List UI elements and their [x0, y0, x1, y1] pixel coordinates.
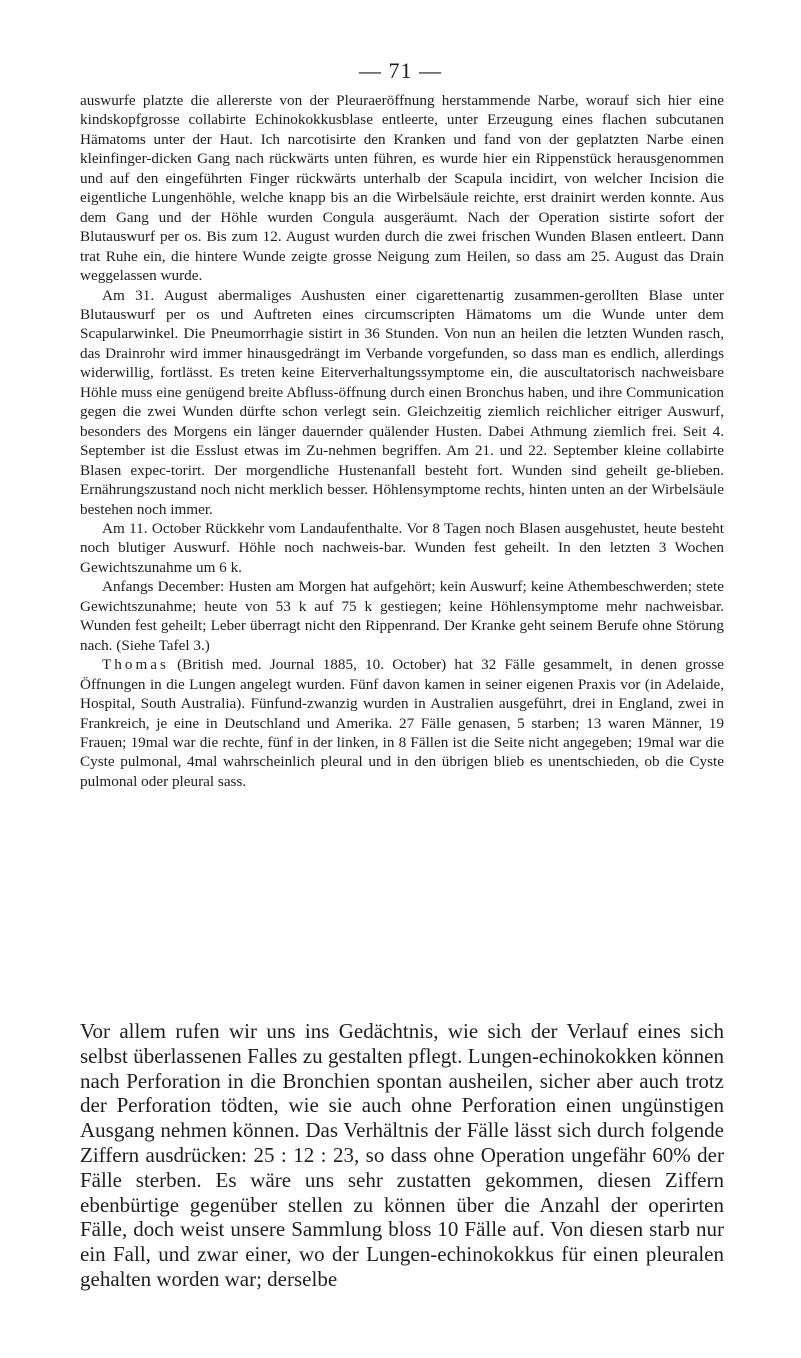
paragraph: Am 31. August abermaliges Aushusten einer cigarettenartig zusammen-gerollten Blase unter Blutauswurf per os und Auftreten eines circumscripten Hämatoms um die Wunde unter dem Scapularwinkel. Die Pneumorrhagie sistirt in 36 Stunden. Von nun an heilen die letzten Wunden rasch, das Drainrohr wird immer hinausgedrängt im Verbande vorgefunden, so dass man es endlich, allerdings widerwillig, fortlässt. Es treten keine Eiterverhaltungssymptome ein, die auscultatorisch nachweisbare Höhle muss eine genügend breite Abfluss-öffnung durch einen Bronchus haben, und ihre Communication gegen die zwei Wunden dürfte schon verlegt sein. Gleichzeitig ziemlich reichlicher eitriger Auswurf, besonders des Morgens ein länger dauernder quälender Husten. Dabei Athmung ziemlich frei. Seit 4. September ist die Esslust etwas im Zu-nehmen begriffen. Am 21. und 22. September kleine collabirte Blasen expec-torirt. Der morgendliche Hustenanfall besteht fort. Wunden sind geheilt ge-blieben. Ernährungszustand noch nicht merklich besser. Höhlensymptome rechts, hinten unten an der Wirbelsäule bestehen noch immer. [80, 286, 724, 518]
paragraph: Am 11. October Rückkehr vom Landaufenthalte. Vor 8 Tagen noch Blasen ausgehustet, heute besteht noch blutiger Auswurf. Höhle noch nachweis-bar. Wunden fest geheilt. In den letzten 3 Wochen Gewichtszunahme um 6 k. [80, 519, 724, 576]
paragraph: Vor allem rufen wir uns ins Gedächtnis, wie sich der Verlauf eines sich selbst überlassenen Falles zu gestalten pflegt. Lungen-echinokokken können nach Perforation in die Bronchien spontan ausheilen, sicher aber auch trotz der Perforation tödten, wie sie auch ohne Perforation einen ungünstigen Ausgang nehmen können. Das Verhältnis der Fälle lässt sich durch folgende Ziffern ausdrücken: 25 : 12 : 23, so dass ohne Operation ungefähr 60% der Fälle sterben. Es wäre uns sehr zustatten gekommen, diesen Ziffern ebenbürtige gegenüber stellen zu können über die Anzahl der operirten Fälle, doch weist unsere Sammlung bloss 10 Fälle auf. Von diesen starb nur ein Fall, und zwar einer, wo der Lungen-echinokokkus für einen pleuralen gehalten worden war; derselbe [80, 1019, 724, 1291]
author-name: Thomas [102, 656, 169, 674]
paragraph-text: (British med. Journal 1885, 10. October) hat 32 Fälle gesammelt, in denen grosse Öffnungen in die Lungen angelegt wurden. Fünf davon kamen in seiner eigenen Praxis vor (in Adelaide, Hospital, South Australia). Fünfund-zwanzig wurden in Australien ausgeführt, drei in England, zwei in Frankreich, je eine in Deutschland und Amerika. 27 Fälle genasen, 5 starben; 13 waren Männer, 19 Frauen; 19mal war die rechte, fünf in der linken, in 8 Fällen ist die Seite nicht angegeben; 19mal war die Cyste pulmonal, 4mal wahrscheinlich pleural und in den übrigen blieb es unentschieden, ob die Cyste pulmonal oder pleural sass. [80, 656, 724, 790]
paragraph: auswurfe platzte die allererste von der Pleuraeröffnung herstammende Narbe, worauf sich hier eine kindskopfgrosse collabirte Echinokokkusblase entleerte, unter Erzeugung eines flachen subcutanen Hämatoms unter der Haut. Ich narcotisirte den Kranken und fand von der geplatzten Narbe einen kleinfinger-dicken Gang nach rückwärts unten führen, es wurde hier ein Rippenstück herausgenommen und auf den eingeführten Finger rückwärts unterhalb der Scapula incidirt, von welcher Incision die eigentliche Lungenhöhle, welche knapp bis an die Wirbelsäule reichte, erst drainirt werden konnte. Aus dem Gang und der Höhle wurden Congula ausgeräumt. Nach der Operation sistirte sofort der Blutauswurf per os. Bis zum 12. August wurden durch die zwei frischen Wunden Blasen entleert. Dann trat Ruhe ein, die hintere Wunde zeigte grosse Neigung zum Heilen, so dass am 25. August das Drain weggelassen wurde. [80, 92, 724, 285]
case-report-text [80, 91, 724, 791]
paragraph: Anfangs December: Husten am Morgen hat aufgehört; kein Auswurf; keine Athembeschwerden; stete Gewichtszunahme; heute von 53 k auf 75 k gestiegen; keine Höhlensymptome mehr nachweisbar. Wunden fest geheilt; Leber überragt nicht den Rippenrand. Der Kranke geht seinem Berufe ohne Störung nach. (Siehe Tafel 3.) [80, 578, 724, 654]
main-body-text [80, 1019, 724, 1292]
page-number-header: — 71 — [359, 58, 442, 83]
paragraph [80, 655, 724, 791]
